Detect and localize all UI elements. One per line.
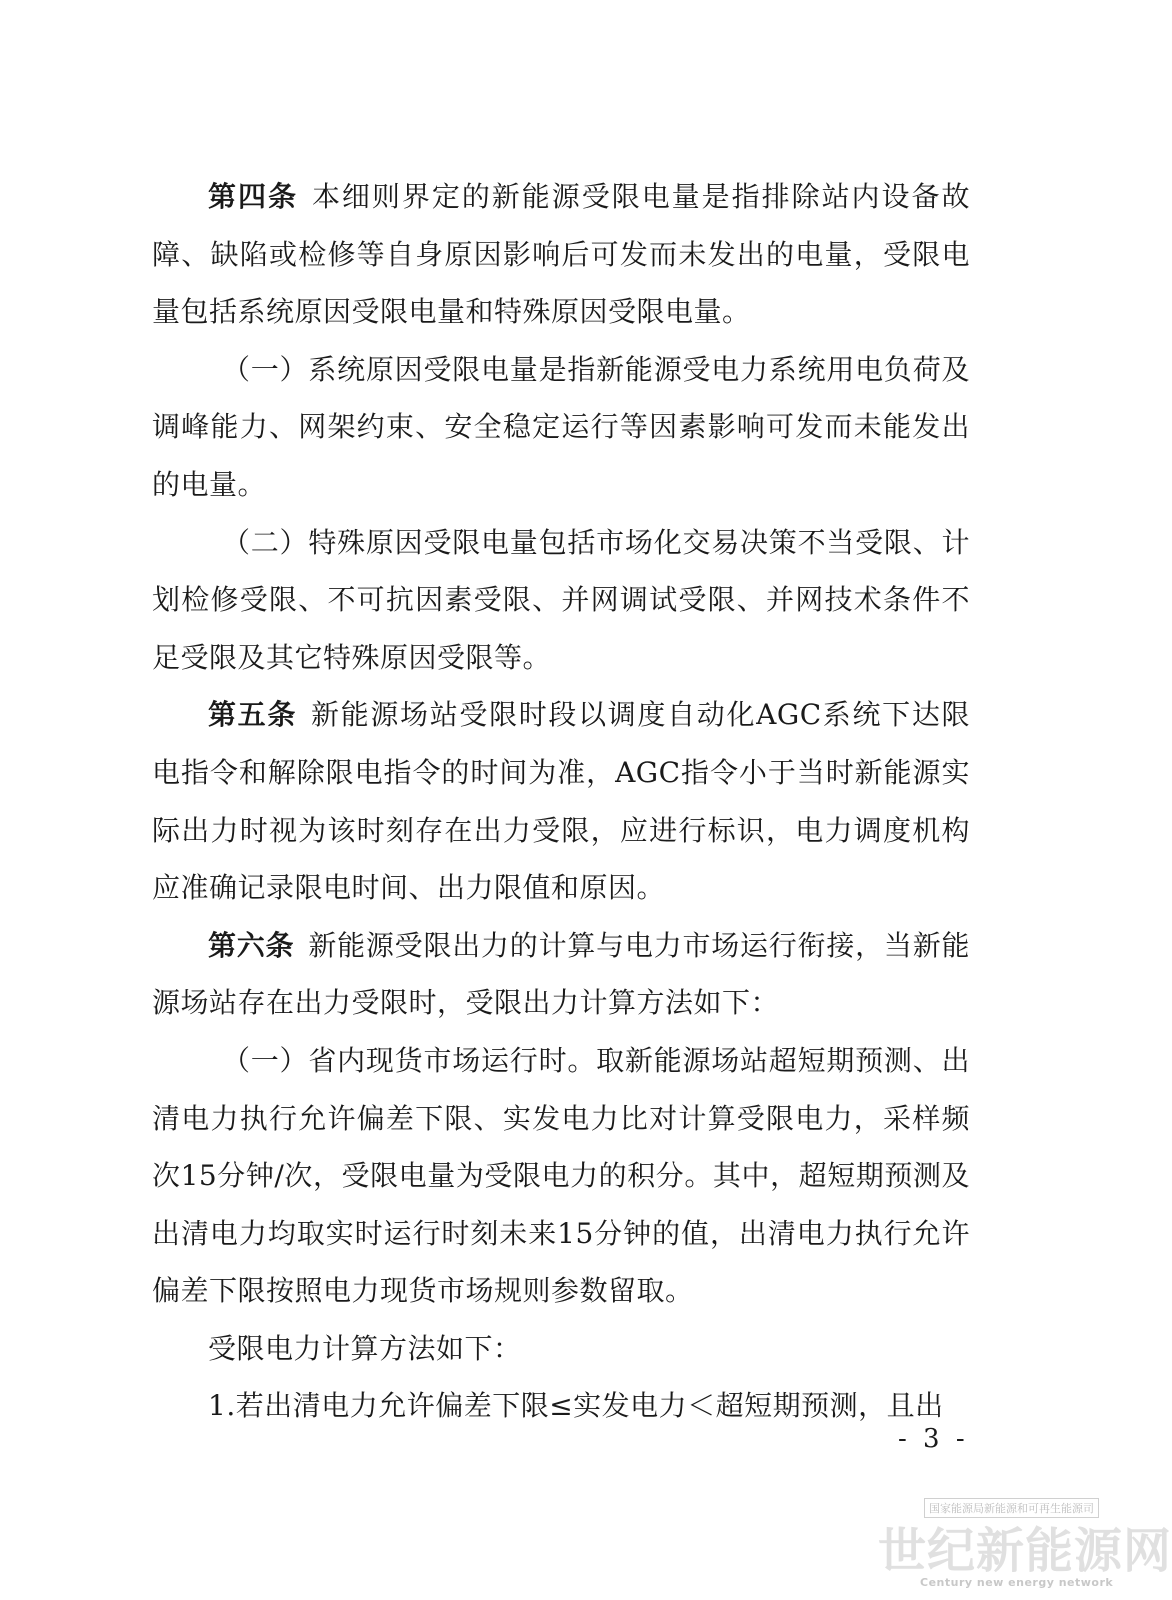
- watermark-english: Century new energy network: [920, 1576, 1114, 1589]
- paragraph-article-6: [152, 917, 970, 1032]
- paragraph-text: （一）系统原因受限电量是指新能源受电力系统用电负荷及调峰能力、网架约束、安全稳定运行等因素影响可发而未能发出的电量。: [152, 352, 970, 501]
- paragraph-article-5: [152, 686, 970, 916]
- paragraph-spot-market: [152, 1032, 970, 1320]
- paragraph-calc-rule-1: [152, 1377, 970, 1435]
- paragraph-article-4: [152, 168, 970, 341]
- paragraph-special-limit: [152, 514, 970, 687]
- paragraph-text: （二）特殊原因受限电量包括市场化交易决策不当受限、计划检修受限、不可抗因素受限、并网调试受限、并网技术条件不足受限及其它特殊原因受限等。: [152, 525, 970, 674]
- article-heading: 第四条: [208, 180, 298, 213]
- paragraph-text: 受限电力计算方法如下：: [208, 1331, 522, 1365]
- article-heading: 第五条: [208, 698, 298, 732]
- paragraph-text: 本细则界定的新能源受限电量是指排除站内设备故障、缺陷或检修等自身原因影响后可发而未发出的电量，受限电量包括系统原因受限电量和特殊原因受限电量。: [152, 180, 970, 329]
- paragraph-text: 1.若出清电力允许偏差下限≤实发电力＜超短期预测，且出: [208, 1389, 944, 1423]
- paragraph-text: 新能源受限出力的计算与电力市场运行衔接，当新能源场站存在出力受限时，受限出力计算方法如下：: [152, 928, 970, 1020]
- watermark-caption: 国家能源局新能源和可再生能源司: [924, 1498, 1099, 1518]
- paragraph-text: （一）省内现货市场运行时。取新能源场站超短期预测、出清电力执行允许偏差下限、实发电力比对计算受限电力，采样频次15分钟/次，受限电量为受限电力的积分。其中，超短期预测及出清电力均取实时运行时刻未来15分钟的值，出清电力执行允许偏差下限按照电力现货市场规则参数留取。: [152, 1043, 970, 1308]
- document-body: [152, 168, 970, 1435]
- page-number: - 3 -: [898, 1424, 969, 1454]
- paragraph-calc-intro: [152, 1320, 970, 1378]
- article-heading: 第六条: [208, 928, 295, 962]
- paragraph-system-limit: [152, 341, 970, 514]
- paragraph-text: 新能源场站受限时段以调度自动化AGC系统下达限电指令和解除限电指令的时间为准，AGC指令小于当时新能源实际出力时视为该时刻存在出力受限，应进行标识，电力调度机构应准确记录限电时间、出力限值和原因。: [152, 698, 970, 905]
- watermark-logo-text: 世纪新能源网: [878, 1523, 1172, 1579]
